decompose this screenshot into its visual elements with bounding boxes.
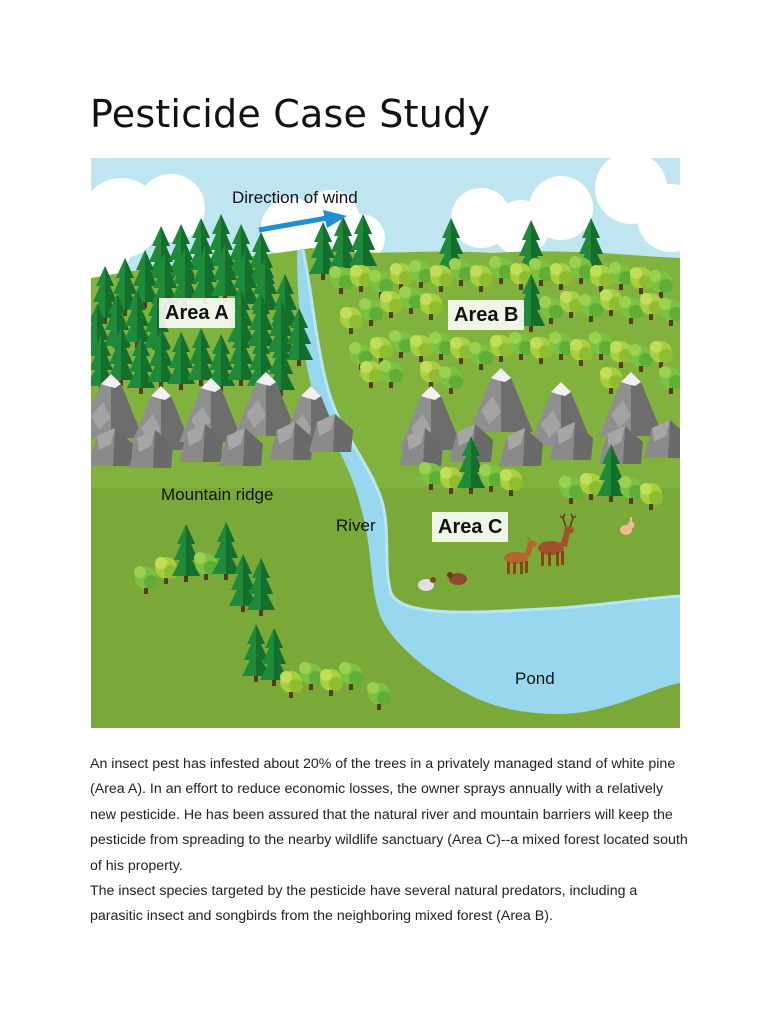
- area-b-label: Area B: [448, 300, 524, 330]
- paragraph-2: The insect species targeted by the pesticide have several natural predators, including a parasitic insect and songbirds from the neighboring mixed forest (Area B).: [90, 883, 638, 925]
- river-label: River: [336, 516, 376, 535]
- wind-direction-label: Direction of wind: [232, 188, 358, 207]
- case-description: [90, 752, 690, 930]
- area-c-label: Area C: [432, 512, 508, 542]
- pond-label: Pond: [515, 669, 555, 688]
- paragraph-1: An insect pest has infested about 20% of the trees in a privately managed stand of white pine (Area A). In an effort to reduce economic losses, the owner sprays annually with a relatively new pesticide. He has been assured that the natural river and mountain barriers will keep the pesticide from spreading to the nearby wildlife sanctuary (Area C)--a mixed forest located south of his property.: [90, 756, 688, 874]
- case-study-map: [91, 158, 680, 728]
- map-illustration: [91, 158, 680, 728]
- mountain-ridge-label: Mountain ridge: [161, 485, 274, 504]
- page-title: Pesticide Case Study: [90, 92, 491, 136]
- area-a-label: Area A: [159, 298, 235, 328]
